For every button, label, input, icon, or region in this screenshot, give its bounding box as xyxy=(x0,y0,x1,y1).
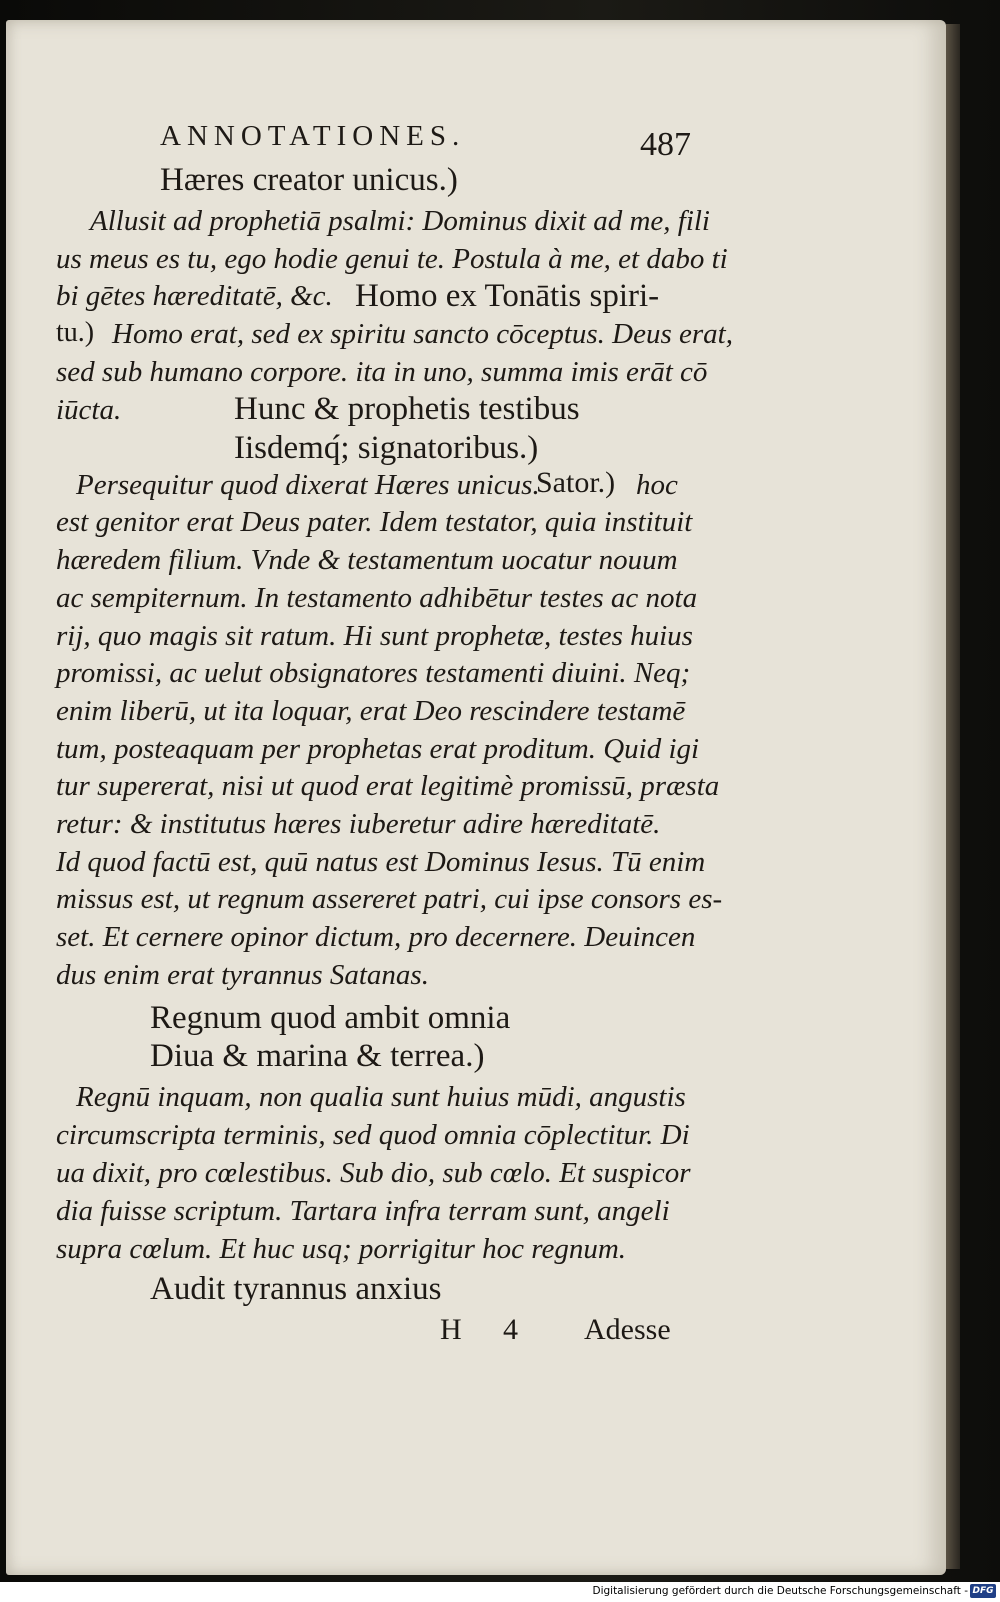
commentary-line: enim liberū, ut ita loquar, erat Deo rescindere testamē xyxy=(56,695,686,727)
commentary-line: circumscripta terminis, sed quod omnia cōplectitur. Di xyxy=(56,1119,690,1151)
commentary-line: rij, quo magis sit ratum. Hi sunt prophetæ, testes huius xyxy=(56,620,693,652)
commentary-line: ac sempiternum. In testamento adhibētur testes ac nota xyxy=(56,582,698,614)
commentary-line: sed sub humano corpore. ita in uno, summa imis erāt cō xyxy=(56,356,708,388)
commentary-line: Regnū inquam, non qualia sunt huius mūdi, angustis xyxy=(76,1081,686,1113)
commentary-line: Homo erat, sed ex spiritu sancto cōceptus. Deus erat, xyxy=(112,318,733,350)
verse-line: Regnum quod ambit omnia xyxy=(150,1000,511,1036)
commentary-line: hæredem filium. Vnde & testamentum uocatur nouum xyxy=(56,544,678,576)
verse-line: Audit tyrannus anxius xyxy=(150,1271,442,1307)
commentary-line: Id quod factū est, quū natus est Dominus Iesus. Tū enim xyxy=(56,846,706,878)
verse-lemma: Sator.) xyxy=(536,466,616,499)
commentary-line: hoc xyxy=(636,469,678,501)
verse-line: Hunc & prophetis testibus xyxy=(234,391,580,427)
commentary-line: bi gētes hæreditatē, &c. xyxy=(56,280,333,312)
commentary-line: us meus es tu, ego hodie genui te. Postula à me, et dabo ti xyxy=(56,243,728,275)
commentary-line: tum, posteaquam per prophetas erat proditum. Quid igi xyxy=(56,733,700,765)
verse-lemma: Homo ex Tonātis spiri- xyxy=(355,278,660,314)
verse-lemma: tu.) xyxy=(56,317,95,348)
catchword: Adesse xyxy=(584,1313,671,1346)
commentary-line: dus enim erat tyrannus Satanas. xyxy=(56,959,429,991)
commentary-line: est genitor erat Deus pater. Idem testator, quia instituit xyxy=(56,506,693,538)
running-title: ANNOTATIONES. xyxy=(160,120,466,152)
commentary-line: ua dixit, pro cœlestibus. Sub dio, sub cœlo. Et suspicor xyxy=(56,1157,691,1189)
commentary-line: supra cœlum. Et huc usq; porrigitur hoc regnum. xyxy=(56,1233,627,1265)
verse-line: Diua & marina & terrea.) xyxy=(150,1038,485,1074)
commentary-line: set. Et cernere opinor dictum, pro decernere. Deuincen xyxy=(56,921,696,953)
commentary-line: promissi, ac uelut obsignatores testamenti diuini. Neq; xyxy=(56,657,691,689)
digitization-credit: Digitalisierung gefördert durch die Deutsche Forschungsgemeinschaft - xyxy=(592,1585,968,1597)
commentary-line: retur: & institutus hæres iuberetur adire hæreditatē. xyxy=(56,808,661,840)
commentary-line: Allusit ad prophetiā psalmi: Dominus dixit ad me, fili xyxy=(90,205,710,237)
commentary-line: dia fuisse scriptum. Tartara infra terram sunt, angeli xyxy=(56,1195,670,1227)
commentary-line: tur supererat, nisi ut quod erat legitimè promissū, præsta xyxy=(56,770,720,802)
commentary-line: iūcta. xyxy=(56,394,122,426)
verse-line: Iisdemq́; signatoribus.) xyxy=(234,430,539,466)
page-number: 487 xyxy=(640,126,691,163)
book-page-edge xyxy=(946,24,960,1569)
signature-number: 4 xyxy=(503,1313,518,1346)
dfg-logo-icon: DFG xyxy=(970,1584,996,1598)
commentary-line: Persequitur quod dixerat Hæres unicus. xyxy=(76,469,540,501)
verse-line: Hæres creator unicus.) xyxy=(160,162,458,198)
commentary-line: missus est, ut regnum assereret patri, cui ipse consors es- xyxy=(56,883,723,915)
signature-mark: H xyxy=(440,1313,462,1346)
